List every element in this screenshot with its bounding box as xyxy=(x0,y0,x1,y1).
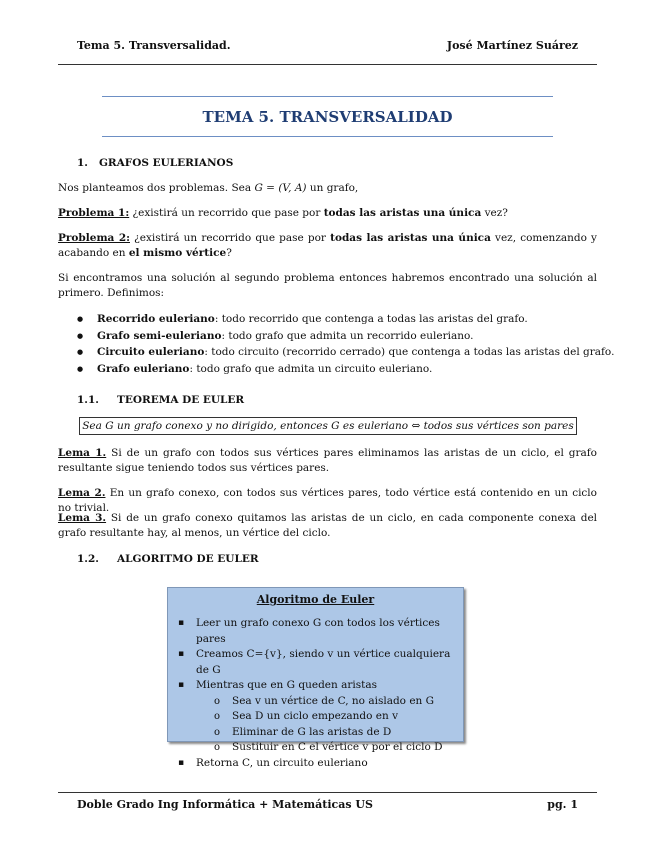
lema-3-text: Si de un grafo conexo quitamos las aristas de un ciclo, en cada componente conexa del grafo resultante hay, al menos, un vértice del ciclo. xyxy=(58,512,598,539)
intro-paragraph xyxy=(58,181,597,196)
definition-term: Circuito euleriano xyxy=(97,346,205,358)
section-1-number: 1. xyxy=(77,157,88,169)
lema-2-text: En un grafo conexo, con todos sus vértices pares, todo vértice está contenido en un ciclo no trivial. xyxy=(58,487,597,514)
section-1-title: GRAFOS EULERIANOS xyxy=(98,157,234,169)
section-1-2-number: 1.2. xyxy=(77,553,99,565)
problema-1-bold1: todas las aristas una única xyxy=(323,207,482,219)
section-1-1-heading xyxy=(77,394,244,406)
algorithm-step: ▪ Retorna C, un circuito euleriano xyxy=(168,756,463,772)
problema-1-text2: vez? xyxy=(481,207,508,219)
intro-after: un grafo, xyxy=(306,182,359,194)
problema-2-bold2: el mismo vértice xyxy=(128,247,227,259)
algorithm-step: ▪ Leer un grafo conexo G con todos los vértices pares xyxy=(168,616,463,647)
definitions-list xyxy=(77,311,614,377)
euler-algorithm-box xyxy=(167,587,464,769)
problema-2-paragraph xyxy=(58,231,597,261)
footer-left: Doble Grado Ing Informática + Matemáticas US xyxy=(77,798,373,811)
algorithm-substep: o Eliminar de G las aristas de D xyxy=(168,725,463,741)
problema-1-text1: ¿existirá un recorrido que pase por xyxy=(129,207,324,219)
euler-theorem-box: Sea G un grafo conexo y no dirigido, entonces G es euleriano ⇔ todos sus vértices son pares xyxy=(79,417,577,435)
section-1-1-title: TEOREMA DE EULER xyxy=(117,394,245,406)
section-1-heading xyxy=(77,157,233,169)
lema-2-label: Lema 2. xyxy=(58,487,106,499)
algorithm-step: ▪ Mientras que en G queden aristas xyxy=(168,678,463,694)
list-item xyxy=(77,328,614,345)
list-item xyxy=(77,361,614,378)
list-item xyxy=(77,311,614,328)
header-right: José Martínez Suárez xyxy=(446,39,578,52)
algorithm-substep: o Sustituir en C el vértice v por el ciclo D xyxy=(168,740,463,756)
header-left: Tema 5. Transversalidad. xyxy=(77,39,231,52)
page-title: TEMA 5. TRANSVERSALIDAD xyxy=(202,108,453,126)
definition-term: Grafo semi-euleriano xyxy=(97,329,222,342)
problema-2-text1: ¿existirá un recorrido que pase por xyxy=(130,232,331,244)
algorithm-substep: o Sea D un ciclo empezando en v xyxy=(168,709,463,725)
definimos-paragraph: Si encontramos una solución al segundo problema entonces habremos encontrado una solución al primero. Definimos: xyxy=(58,272,597,299)
page-number: pg. 1 xyxy=(547,798,578,811)
section-1-2-title: ALGORITMO DE EULER xyxy=(117,553,259,565)
lema-1-text: Si de un grafo con todos sus vértices pares eliminamos las aristas de un ciclo, el grafo resultante sigue teniendo todos sus vértices pares. xyxy=(58,447,597,474)
intro-math: G = (V, A) xyxy=(254,182,307,194)
list-item xyxy=(77,344,614,361)
algorithm-step: ▪ Creamos C={v}, siendo v un vértice cualquiera de G xyxy=(168,647,463,678)
algorithm-steps xyxy=(168,616,463,771)
definition-text: : todo grafo que admita un circuito euleriano. xyxy=(189,362,433,375)
intro-text: Nos planteamos dos problemas. Sea xyxy=(58,182,255,194)
title-rule-top xyxy=(102,96,553,97)
lema-1-label: Lema 1. xyxy=(58,447,107,459)
section-1-2-heading xyxy=(77,553,259,565)
lema-1-paragraph xyxy=(58,446,597,476)
footer-rule xyxy=(58,792,597,793)
lema-3-paragraph xyxy=(58,511,597,541)
algorithm-substep: o Sea v un vértice de C, no aislado en G xyxy=(168,694,463,710)
problema-2-text2: vez, comenzando y acabando en xyxy=(58,232,597,259)
lema-3-label: Lema 3. xyxy=(58,512,107,524)
section-1-1-number: 1.1. xyxy=(77,394,99,406)
definition-text: : todo recorrido que contenga a todas las aristas del grafo. xyxy=(214,313,528,325)
problema-2-bold1: todas las aristas una única xyxy=(330,232,491,244)
title-rule-bottom xyxy=(102,136,553,137)
problema-2-label: Problema 2: xyxy=(58,232,130,244)
definition-term: Grafo euleriano xyxy=(97,362,190,375)
definition-term: Recorrido euleriano xyxy=(97,313,215,325)
definition-text: : todo grafo que admita un recorrido euleriano. xyxy=(221,329,474,342)
definition-text: : todo circuito (recorrido cerrado) que contenga a todas las aristas del grafo. xyxy=(204,346,615,358)
header-rule xyxy=(58,64,597,65)
problema-1-label: Problema 1: xyxy=(58,207,130,219)
problema-1-paragraph xyxy=(58,206,597,221)
algorithm-title: Algoritmo de Euler xyxy=(256,593,375,606)
problema-2-text3: ? xyxy=(226,247,232,259)
